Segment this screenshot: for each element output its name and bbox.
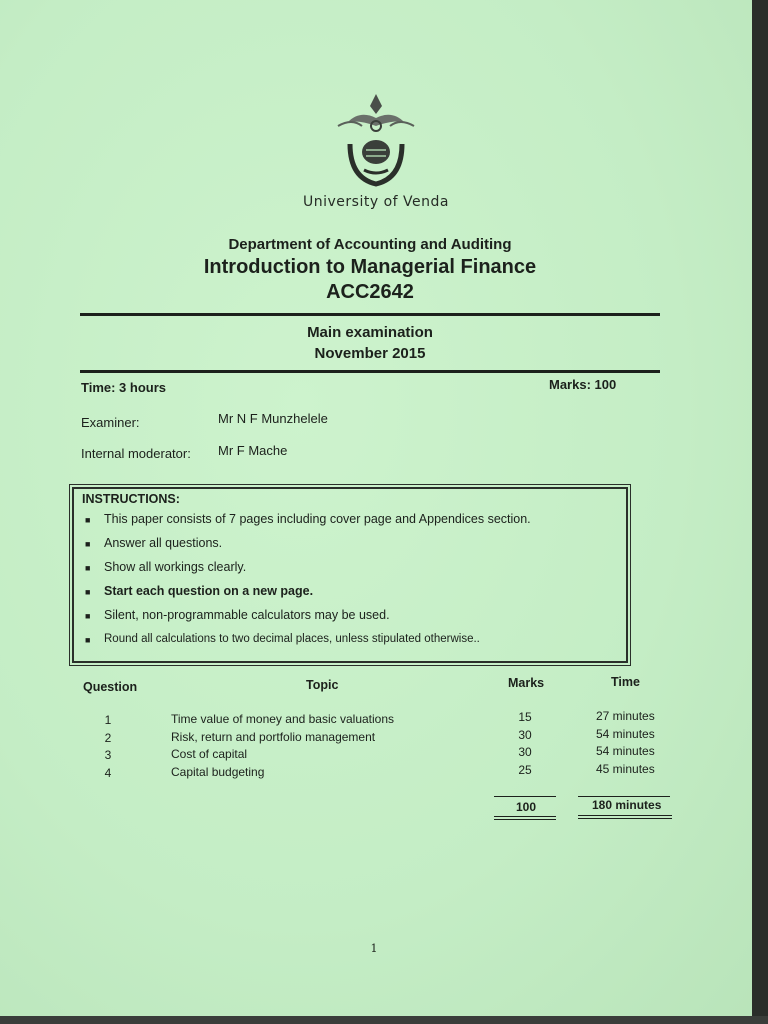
time-column: [596, 708, 655, 778]
exam-type: Main examination: [307, 324, 433, 341]
instructions-list: [82, 511, 531, 655]
instruction-item: ■ Start each question on a new page.: [82, 583, 531, 607]
time-cell: 45 minutes: [596, 761, 655, 776]
header-topic: Topic: [306, 678, 339, 692]
marks-cell: 15: [518, 710, 532, 724]
page-number: 1: [370, 942, 378, 955]
moderator-name: Mr F Mache: [218, 443, 288, 458]
total-marks: Marks: 100: [549, 377, 617, 392]
marks-cell: 30: [518, 727, 532, 742]
topic-cell: Time value of money and basic valuations: [171, 712, 395, 726]
marks-cell: 25: [518, 762, 532, 777]
bullet-icon: ■: [85, 515, 91, 525]
bullet-icon: ■: [85, 635, 91, 645]
header-time: Time: [611, 675, 640, 689]
topic-cell: Capital budgeting: [171, 764, 265, 779]
scan-edge: [752, 0, 768, 1024]
time-cell: 54 minutes: [596, 744, 655, 758]
header-marks: Marks: [508, 676, 545, 690]
question-number: 1 2 3 4: [104, 713, 112, 780]
university-name: University of Venda: [303, 194, 449, 210]
instruction-item: ■ Show all workings clearly.: [82, 559, 531, 583]
marks-total-rule-bottom-2: [494, 819, 556, 820]
topic-cell: Cost of capital: [171, 747, 248, 761]
marks-total-rule-bottom: [494, 816, 556, 817]
instruction-item: ■ Silent, non-programmable calculators may be used.: [82, 607, 531, 631]
topic-cell: Risk, return and portfolio management: [171, 729, 376, 744]
examiner-label: Examiner:: [81, 415, 140, 430]
instruction-item: ■ Round all calculations to two decimal places, unless stipulated otherwise..: [82, 631, 531, 655]
university-crest-logo: [330, 92, 422, 192]
total-marks-value: 100: [515, 800, 537, 814]
bullet-icon: ■: [85, 563, 91, 573]
course-title: Introduction to Managerial Finance: [203, 256, 537, 278]
examiner-name: Mr N F Munzhelele: [218, 411, 328, 426]
bullet-icon: ■: [85, 587, 91, 597]
instructions-box: [72, 487, 628, 663]
exam-date: November 2015: [314, 345, 426, 362]
time-cell: 54 minutes: [596, 726, 655, 741]
marks-total-rule-top: [494, 796, 556, 797]
instruction-item: ■ Answer all questions.: [82, 535, 531, 559]
marks-column: [510, 709, 540, 779]
time-cell: 27 minutes: [596, 709, 655, 723]
marks-cell: 30: [518, 745, 532, 759]
course-code: ACC2642: [326, 281, 414, 303]
header-question: Question: [83, 680, 138, 694]
bullet-icon: ■: [85, 611, 91, 621]
exam-info: [0, 322, 740, 364]
scan-bottom-edge: [0, 1016, 768, 1024]
instruction-item: ■ This paper consists of 7 pages including cover page and Appendices section.: [82, 511, 531, 535]
time-allowed: Time: 3 hours: [81, 380, 167, 395]
instructions-title: INSTRUCTIONS:: [82, 492, 180, 506]
time-total-rule-bottom-2: [578, 818, 672, 819]
time-total-rule-bottom: [578, 815, 672, 816]
bullet-icon: ■: [85, 539, 91, 549]
department-name: Department of Accounting and Auditing: [228, 236, 512, 253]
middle-divider: [80, 370, 660, 373]
top-divider: [80, 313, 660, 316]
moderator-label: Internal moderator:: [81, 446, 191, 461]
topic-column: [171, 711, 394, 781]
total-time-value: 180 minutes: [592, 798, 662, 812]
